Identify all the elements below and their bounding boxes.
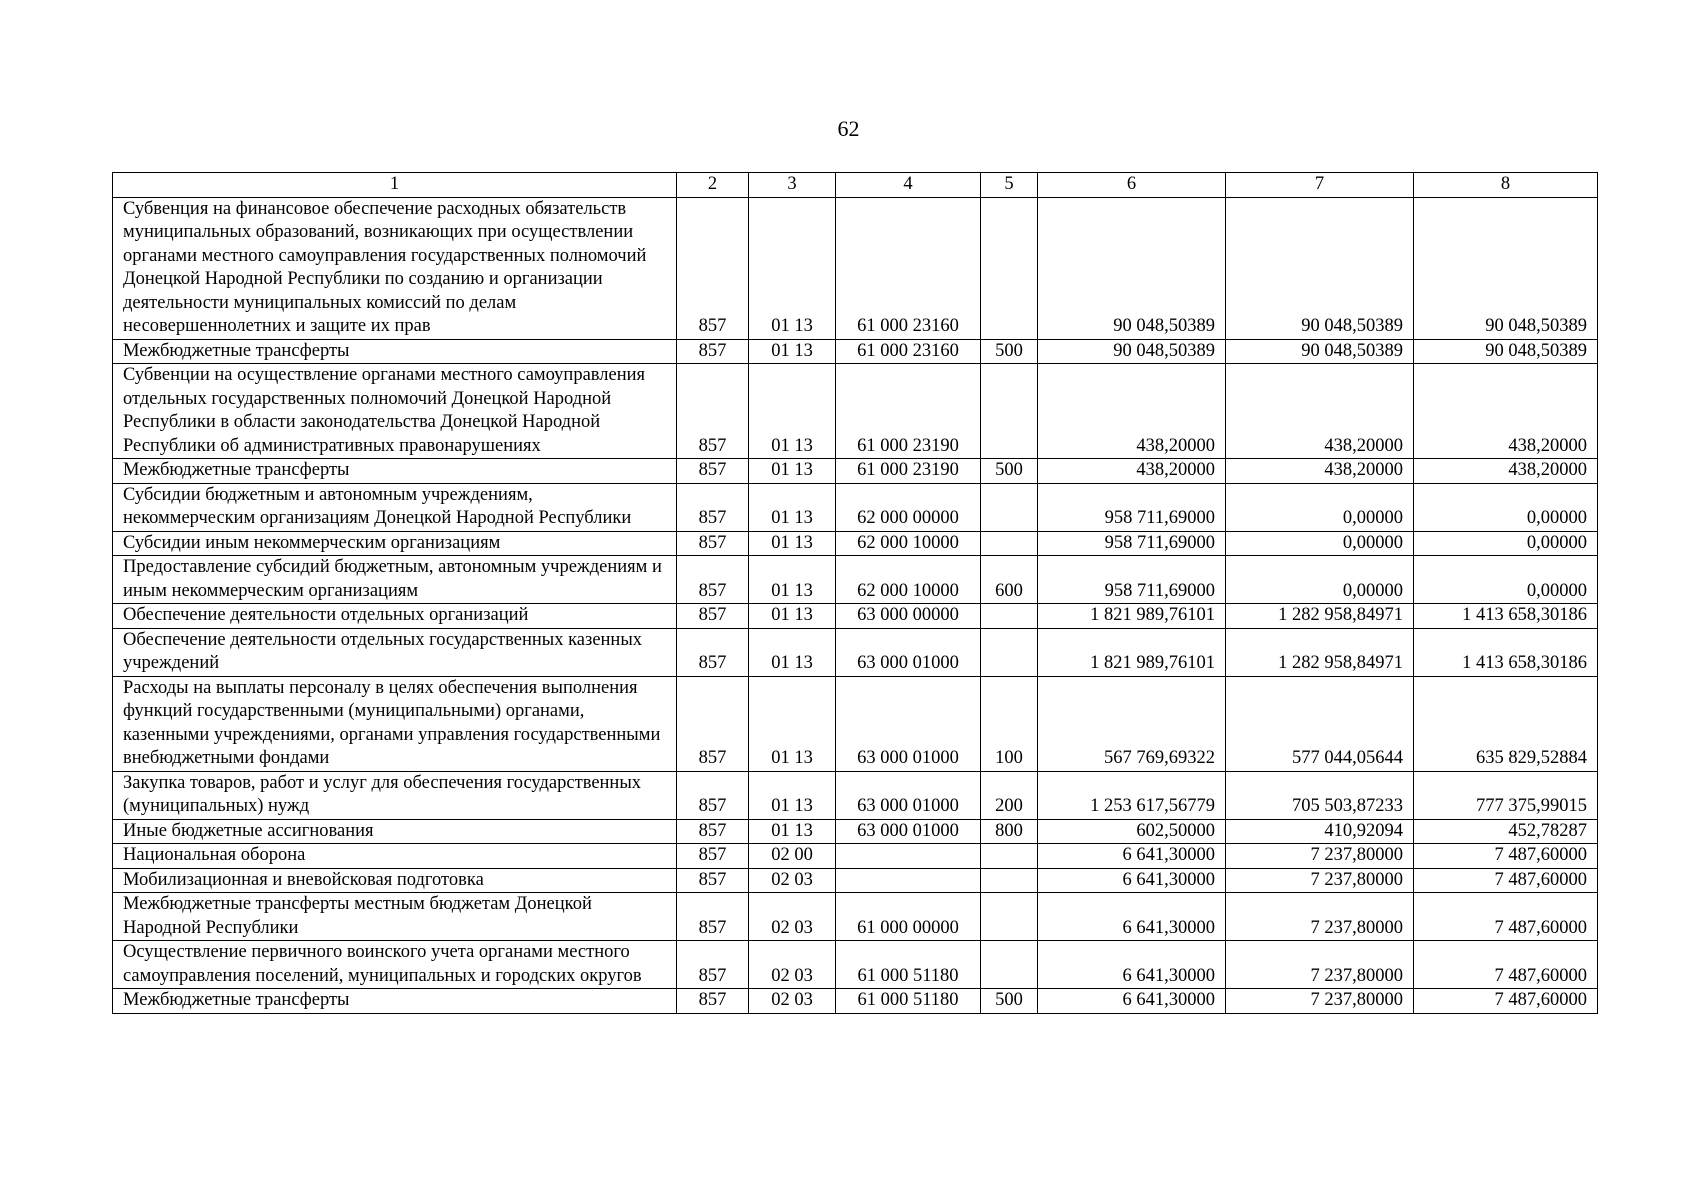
table-row (113, 364, 1598, 459)
target-article-cell: 61 000 23160 (836, 197, 981, 339)
section-code-cell: 02 03 (749, 893, 836, 941)
expense-type-cell (981, 628, 1038, 676)
amount-cell: 7 487,60000 (1414, 941, 1598, 989)
header-cell: 8 (1414, 173, 1598, 198)
target-article-cell: 63 000 01000 (836, 628, 981, 676)
item-name-cell: Мобилизационная и вневойсковая подготовка (113, 868, 677, 893)
amount-cell: 0,00000 (1414, 483, 1598, 531)
amount-cell: 6 641,30000 (1038, 844, 1226, 869)
amount-cell: 7 237,80000 (1226, 844, 1414, 869)
section-code-cell: 02 00 (749, 844, 836, 869)
amount-cell: 0,00000 (1226, 556, 1414, 604)
ministry-code-cell: 857 (677, 941, 749, 989)
amount-cell: 7 487,60000 (1414, 868, 1598, 893)
target-article-cell: 63 000 01000 (836, 819, 981, 844)
item-name-cell: Субвенция на финансовое обеспечение расходных обязательств муниципальных образований, возникающих при осуществлении органами местного самоуправления государственных полномочий Донецкой Народной Республики по созданию и организации деятельности муниципальных комиссий по делам несовершеннолетних и защите их прав (113, 197, 677, 339)
target-article-cell (836, 844, 981, 869)
amount-cell: 90 048,50389 (1038, 197, 1226, 339)
item-name-cell: Закупка товаров, работ и услуг для обеспечения государственных (муниципальных) нужд (113, 771, 677, 819)
item-name-cell: Субвенции на осуществление органами местного самоуправления отдельных государственных полномочий Донецкой Народной Республики в области законодательства Донецкой Народной Республики об административных правонарушениях (113, 364, 677, 459)
expense-type-cell (981, 893, 1038, 941)
target-article-cell: 63 000 01000 (836, 771, 981, 819)
amount-cell: 90 048,50389 (1226, 197, 1414, 339)
target-article-cell (836, 868, 981, 893)
amount-cell: 1 282 958,84971 (1226, 604, 1414, 629)
amount-cell: 7 237,80000 (1226, 893, 1414, 941)
ministry-code-cell: 857 (677, 339, 749, 364)
target-article-cell: 63 000 00000 (836, 604, 981, 629)
ministry-code-cell: 857 (677, 483, 749, 531)
header-cell: 1 (113, 173, 677, 198)
header-cell: 3 (749, 173, 836, 198)
amount-cell: 438,20000 (1038, 459, 1226, 484)
expense-type-cell: 800 (981, 819, 1038, 844)
ministry-code-cell: 857 (677, 628, 749, 676)
item-name-cell: Предоставление субсидий бюджетным, автономным учреждениям и иным некоммерческим организациям (113, 556, 677, 604)
ministry-code-cell: 857 (677, 531, 749, 556)
ministry-code-cell: 857 (677, 364, 749, 459)
amount-cell: 6 641,30000 (1038, 893, 1226, 941)
table-row (113, 868, 1598, 893)
target-article-cell: 61 000 51180 (836, 989, 981, 1014)
amount-cell: 7 237,80000 (1226, 989, 1414, 1014)
ministry-code-cell: 857 (677, 676, 749, 771)
item-name-cell: Межбюджетные трансферты (113, 989, 677, 1014)
expense-type-cell (981, 531, 1038, 556)
amount-cell: 90 048,50389 (1414, 339, 1598, 364)
amount-cell: 602,50000 (1038, 819, 1226, 844)
amount-cell: 567 769,69322 (1038, 676, 1226, 771)
amount-cell: 7 237,80000 (1226, 868, 1414, 893)
amount-cell: 6 641,30000 (1038, 941, 1226, 989)
header-cell: 6 (1038, 173, 1226, 198)
expense-type-cell (981, 483, 1038, 531)
header-cell: 7 (1226, 173, 1414, 198)
budget-table (112, 172, 1598, 1014)
amount-cell: 410,92094 (1226, 819, 1414, 844)
section-code-cell: 01 13 (749, 771, 836, 819)
expense-type-cell: 500 (981, 339, 1038, 364)
amount-cell: 1 413 658,30186 (1414, 628, 1598, 676)
amount-cell: 90 048,50389 (1414, 197, 1598, 339)
amount-cell: 438,20000 (1414, 459, 1598, 484)
item-name-cell: Обеспечение деятельности отдельных государственных казенных учреждений (113, 628, 677, 676)
target-article-cell: 61 000 23160 (836, 339, 981, 364)
table-body (113, 197, 1598, 1013)
item-name-cell: Обеспечение деятельности отдельных организаций (113, 604, 677, 629)
ministry-code-cell: 857 (677, 197, 749, 339)
table-row (113, 819, 1598, 844)
item-name-cell: Иные бюджетные ассигнования (113, 819, 677, 844)
ministry-code-cell: 857 (677, 989, 749, 1014)
item-name-cell: Межбюджетные трансферты (113, 339, 677, 364)
amount-cell: 6 641,30000 (1038, 989, 1226, 1014)
item-name-cell: Субсидии иным некоммерческим организациям (113, 531, 677, 556)
expense-type-cell: 100 (981, 676, 1038, 771)
target-article-cell: 61 000 23190 (836, 364, 981, 459)
table-row (113, 628, 1598, 676)
amount-cell: 777 375,99015 (1414, 771, 1598, 819)
item-name-cell: Национальная оборона (113, 844, 677, 869)
amount-cell: 0,00000 (1226, 531, 1414, 556)
target-article-cell: 63 000 01000 (836, 676, 981, 771)
section-code-cell: 01 13 (749, 531, 836, 556)
section-code-cell: 01 13 (749, 483, 836, 531)
amount-cell: 7 487,60000 (1414, 989, 1598, 1014)
section-code-cell: 02 03 (749, 868, 836, 893)
expense-type-cell (981, 868, 1038, 893)
table-row (113, 556, 1598, 604)
amount-cell: 0,00000 (1414, 556, 1598, 604)
expense-type-cell (981, 941, 1038, 989)
table-row (113, 676, 1598, 771)
expense-type-cell (981, 604, 1038, 629)
amount-cell: 958 711,69000 (1038, 483, 1226, 531)
header-cell: 2 (677, 173, 749, 198)
header-row (113, 173, 1598, 198)
expense-type-cell: 500 (981, 989, 1038, 1014)
amount-cell: 1 253 617,56779 (1038, 771, 1226, 819)
section-code-cell: 01 13 (749, 676, 836, 771)
item-name-cell: Расходы на выплаты персоналу в целях обеспечения выполнения функций государственными (муниципальными) органами, казенными учреждениями, органами управления государственными внебюджетными фондами (113, 676, 677, 771)
target-article-cell: 61 000 23190 (836, 459, 981, 484)
ministry-code-cell: 857 (677, 819, 749, 844)
amount-cell: 438,20000 (1414, 364, 1598, 459)
amount-cell: 438,20000 (1226, 459, 1414, 484)
amount-cell: 7 487,60000 (1414, 844, 1598, 869)
section-code-cell: 02 03 (749, 941, 836, 989)
target-article-cell: 62 000 00000 (836, 483, 981, 531)
item-name-cell: Осуществление первичного воинского учета органами местного самоуправления поселений, муниципальных и городских округов (113, 941, 677, 989)
amount-cell: 7 487,60000 (1414, 893, 1598, 941)
table-row (113, 893, 1598, 941)
table-row (113, 844, 1598, 869)
amount-cell: 90 048,50389 (1226, 339, 1414, 364)
ministry-code-cell: 857 (677, 604, 749, 629)
amount-cell: 958 711,69000 (1038, 556, 1226, 604)
amount-cell: 0,00000 (1226, 483, 1414, 531)
target-article-cell: 61 000 51180 (836, 941, 981, 989)
amount-cell: 90 048,50389 (1038, 339, 1226, 364)
amount-cell: 1 413 658,30186 (1414, 604, 1598, 629)
table-row (113, 604, 1598, 629)
table-row (113, 197, 1598, 339)
amount-cell: 1 282 958,84971 (1226, 628, 1414, 676)
ministry-code-cell: 857 (677, 771, 749, 819)
item-name-cell: Межбюджетные трансферты местным бюджетам Донецкой Народной Республики (113, 893, 677, 941)
table-row (113, 483, 1598, 531)
table-row (113, 989, 1598, 1014)
table-row (113, 531, 1598, 556)
amount-cell: 438,20000 (1038, 364, 1226, 459)
amount-cell: 1 821 989,76101 (1038, 628, 1226, 676)
ministry-code-cell: 857 (677, 844, 749, 869)
amount-cell: 958 711,69000 (1038, 531, 1226, 556)
section-code-cell: 01 13 (749, 364, 836, 459)
table-row (113, 459, 1598, 484)
page-number: 62 (837, 116, 860, 141)
expense-type-cell: 500 (981, 459, 1038, 484)
section-code-cell: 01 13 (749, 197, 836, 339)
ministry-code-cell: 857 (677, 893, 749, 941)
amount-cell: 635 829,52884 (1414, 676, 1598, 771)
amount-cell: 438,20000 (1226, 364, 1414, 459)
section-code-cell: 01 13 (749, 339, 836, 364)
section-code-cell: 02 03 (749, 989, 836, 1014)
header-cell: 5 (981, 173, 1038, 198)
expense-type-cell (981, 364, 1038, 459)
amount-cell: 1 821 989,76101 (1038, 604, 1226, 629)
amount-cell: 577 044,05644 (1226, 676, 1414, 771)
amount-cell: 705 503,87233 (1226, 771, 1414, 819)
ministry-code-cell: 857 (677, 868, 749, 893)
ministry-code-cell: 857 (677, 459, 749, 484)
amount-cell: 0,00000 (1414, 531, 1598, 556)
header-cell: 4 (836, 173, 981, 198)
table-row (113, 941, 1598, 989)
section-code-cell: 01 13 (749, 628, 836, 676)
target-article-cell: 62 000 10000 (836, 556, 981, 604)
ministry-code-cell: 857 (677, 556, 749, 604)
section-code-cell: 01 13 (749, 819, 836, 844)
item-name-cell: Субсидии бюджетным и автономным учреждениям, некоммерческим организациям Донецкой Народной Республики (113, 483, 677, 531)
amount-cell: 6 641,30000 (1038, 868, 1226, 893)
expense-type-cell (981, 197, 1038, 339)
section-code-cell: 01 13 (749, 556, 836, 604)
amount-cell: 7 237,80000 (1226, 941, 1414, 989)
target-article-cell: 62 000 10000 (836, 531, 981, 556)
amount-cell: 452,78287 (1414, 819, 1598, 844)
expense-type-cell: 600 (981, 556, 1038, 604)
expense-type-cell: 200 (981, 771, 1038, 819)
section-code-cell: 01 13 (749, 459, 836, 484)
target-article-cell: 61 000 00000 (836, 893, 981, 941)
item-name-cell: Межбюджетные трансферты (113, 459, 677, 484)
expense-type-cell (981, 844, 1038, 869)
table-row (113, 771, 1598, 819)
section-code-cell: 01 13 (749, 604, 836, 629)
table-row (113, 339, 1598, 364)
